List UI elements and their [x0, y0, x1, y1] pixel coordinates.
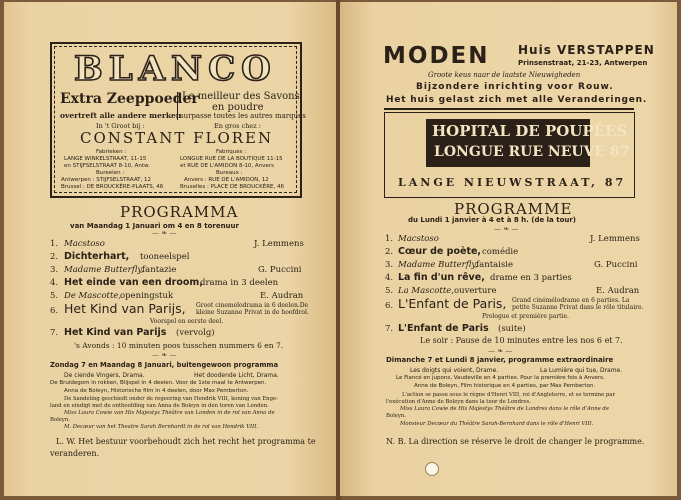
- special-4: De handeling geschiedt onder de regeering van Hendrik VIII, koning van Enge-: [64, 396, 278, 402]
- fr-special-3: Anne de Boleyn, Film historique en 4 parties, par Max Pemberton.: [414, 383, 596, 389]
- blanco-tagline-right-1: Le meilleur des Savons: [182, 91, 300, 102]
- blanco-brand: BLANCO: [74, 49, 277, 89]
- fr-note: Le soir : Pause de 10 minutes entre les nos 6 et 7.: [420, 336, 623, 345]
- punch-hole: [425, 462, 439, 476]
- special-5: land en eindigt met de onthoofding van Anna de Boleyn in den toren van Londen.: [50, 403, 269, 409]
- moden-huis: Huis VERSTAPPEN: [518, 43, 655, 57]
- programme-subtitle: du Lundi 1 janvier à 4 et à 8 h. (de la tour): [408, 216, 577, 224]
- prog-item-6-extra3: Voorspel en eerste deel.: [150, 318, 224, 325]
- prog-item-3-right: G. Puccini: [258, 265, 302, 275]
- blanco-fab-right-h: Fabriques :: [216, 149, 247, 155]
- ornament-divider-4-icon: — ❧ —: [488, 347, 513, 355]
- fr-item-3-n: 3.: [385, 260, 394, 270]
- fr-item-1-n: 1.: [385, 234, 394, 244]
- special-1b: Het doodende Licht, Drama.: [194, 372, 279, 379]
- moden-address: Prinsenstraat, 21-23, Antwerpen: [518, 59, 648, 67]
- blanco-tagline-left: Extra Zeeppoeder: [60, 91, 199, 107]
- ornament-divider-icon: — ❧ —: [152, 229, 177, 237]
- fr-item-2-title: Cœur de poète,: [398, 246, 482, 257]
- ornament-divider-2-icon: — ❧ —: [152, 351, 177, 359]
- special-2: De Bruidegom in rokken, Blijspel in 4 deelen. Voor de 1ste maal te Antwerpen.: [50, 380, 267, 386]
- fr-item-4-extra: drame en 3 parties: [490, 273, 572, 283]
- prog-item-5-extra: openingstuk: [120, 291, 174, 301]
- programma-subtitle: van Maandag 1 Januari om 4 en 8 torenuur: [70, 222, 239, 230]
- moden-line1: Groote keus naar de laatste Nieuwigheden: [428, 71, 581, 79]
- fr-special-4: L'action se passe sous le règne d'Henri VIII, roi d'Angleterre, et se termine par: [402, 392, 615, 398]
- blanco-tagline-right-2: en poudre: [212, 102, 264, 113]
- fr-item-4-n: 4.: [385, 273, 394, 283]
- prog-item-1-title: Macstoso: [64, 239, 105, 249]
- fr-item-7-title: L'Enfant de Paris: [398, 323, 489, 334]
- prog-note: 's Avonds : 10 minuten poos tusschen nummers 6 en 7.: [74, 341, 284, 350]
- prog-item-5-n: 5.: [50, 291, 59, 301]
- special-title: Zondag 7 en Maandag 8 Januari, buitengewoon programma: [50, 361, 279, 369]
- fr-item-1-right: J. Lemmens: [590, 234, 640, 244]
- prog-item-5-right: E. Audran: [260, 291, 304, 301]
- blanco-company: CONSTANT FLOREN: [80, 129, 274, 147]
- special-7: Boleyn.: [50, 417, 70, 423]
- prog-item-3-n: 3.: [50, 265, 59, 275]
- ornament-divider-3-icon: — ❧ —: [494, 225, 519, 233]
- moden-title: MODEN: [383, 43, 490, 69]
- prog-item-2-title: Dichterhart,: [64, 251, 130, 262]
- special-3: Anna de Boleyn, Historische film in 4 deelen, door Max Pemberton.: [64, 388, 249, 394]
- prog-item-6-n: 6.: [50, 306, 59, 316]
- prog-item-5-title: De Mascotte,: [64, 291, 122, 301]
- fr-item-6-title: L'Enfant de Paris,: [398, 296, 507, 311]
- fr-item-4-title: La fin d'un rêve,: [398, 272, 485, 283]
- blanco-line-left: overtreft alle andere merken: [60, 111, 182, 120]
- blanco-bur-right-1: Anvers : RUE DE L'AMIDON, 12: [184, 177, 269, 183]
- fr-item-5-n: 5.: [385, 286, 394, 296]
- prog-item-4-extra: drama in 3 deelen: [200, 278, 279, 288]
- hopital-line2: LONGUE RUE NEUVE 87: [434, 144, 630, 160]
- fr-special-1a: Les doigts qui voient, Drame.: [410, 367, 499, 374]
- prog-item-1-right: J. Lemmens: [254, 239, 304, 249]
- moden-underline: [384, 108, 634, 110]
- fr-item-2-n: 2.: [385, 247, 394, 257]
- blanco-fab-left-1: LANGE WINKELSTRAAT, 11-15: [64, 156, 147, 162]
- fr-item-5-extra: ouverture: [454, 286, 497, 296]
- fr-special-2: Le Fiancé en jupons, Vaudeville en 4 parties. Pour la première fois à Anvers.: [396, 375, 605, 381]
- fr-item-6-extra3: Prologue et première partie.: [482, 313, 569, 320]
- prog-item-7-n: 7.: [50, 328, 59, 338]
- prog-item-7-extra: (vervolg): [176, 328, 215, 338]
- fr-item-6-extra2: petite Suzanne Privat dans le rôle titulaire.: [512, 304, 644, 311]
- fr-item-2-extra: comédie: [482, 247, 519, 257]
- fr-special-5: l'exécution d'Anne de Boleyn dans la tour de Londres.: [386, 399, 532, 405]
- fr-item-3-title: Madame Butterfly,: [398, 260, 478, 270]
- blanco-fab-left-h: Fabrieken :: [96, 149, 127, 155]
- fr-item-7-extra: (suite): [498, 324, 526, 334]
- blanco-bur-left-1: Antwerpen : STIJFSELSTRAAT, 12: [61, 177, 152, 183]
- fr-item-3-right: G. Puccini: [594, 260, 638, 270]
- hopital-line1: HOPITAL DE POUPÉES: [432, 122, 628, 140]
- fr-special-title: Dimanche 7 et Lundi 8 janvier, programme extraordinaire: [386, 356, 614, 364]
- hopital-street: LANGE NIEUWSTRAAT, 87: [398, 176, 627, 189]
- fr-item-7-n: 7.: [385, 324, 394, 334]
- special-8: M. Decœur van het Theatre Sarah Bernhardt in de rol van Hendrik VIII.: [64, 424, 258, 430]
- prog-item-4-title: Het einde van een droom,: [64, 277, 203, 288]
- prog-item-3-title: Madame Butterfly,: [64, 265, 144, 275]
- blanco-bur-right-h: Bureaux :: [216, 170, 243, 176]
- fr-special-7: Boleyn.: [386, 413, 406, 419]
- special-1a: De ciende Vingers, Drama.: [64, 372, 145, 379]
- prog-item-6-title: Het Kind van Parijs,: [64, 301, 186, 316]
- blanco-line-right: surpasse toutes les autres marques: [180, 112, 306, 120]
- fr-item-1-title: Macstoso: [398, 234, 439, 244]
- prog-item-2-n: 2.: [50, 252, 59, 262]
- blanco-wholesale-right: En gros chez :: [214, 122, 261, 130]
- programme-title: PROGRAMME: [454, 200, 573, 218]
- fr-item-5-title: La Mascotte,: [398, 286, 454, 296]
- fr-special-8: Monsieur Decœur du Théâtre Sarah-Bernhard dans le rôle d'Henri VIII.: [400, 421, 594, 427]
- right-page: [340, 2, 677, 496]
- fr-item-6-extra: Grand cinémélodrame en 6 parties. La: [512, 297, 630, 304]
- moden-line3: Het huis gelast zich met alle Veranderingen.: [386, 95, 648, 105]
- prog-item-4-n: 4.: [50, 278, 59, 288]
- blanco-fab-right-2: et RUE DE L'AMIDON 8-10, Anvers: [180, 163, 274, 169]
- blanco-fab-right-1: LONGUE RUE DE LA BOUTIQUE 11-15: [180, 156, 283, 162]
- fr-footer-line-1: N. B. La direction se réserve le droit de changer le programme.: [386, 437, 645, 446]
- prog-item-2-extra: tooneelspel: [140, 252, 190, 262]
- special-6: Miss Laura Cowie van His Majestys Théâtre van Londen in de rol van Anna de: [64, 410, 275, 416]
- blanco-fab-left-2: en STIJFSELSTRAAT 8-10, Antw.: [64, 163, 150, 169]
- fr-item-5-right: E. Audran: [596, 286, 640, 296]
- blanco-bur-left-2: Brussel : DE BROUCKÈRE-PLAATS, 46: [61, 184, 164, 190]
- fr-special-1b: La Lumière qui tue, Drame.: [540, 367, 623, 374]
- blanco-wholesale-left: In 't Groot bij :: [96, 122, 145, 130]
- programma-title: PROGRAMMA: [120, 203, 239, 221]
- left-page: [4, 2, 337, 496]
- prog-item-1-n: 1.: [50, 239, 59, 249]
- fr-item-6-n: 6.: [385, 301, 394, 311]
- prog-item-3-extra: fantazie: [142, 265, 177, 275]
- footer-line-2: veranderen.: [50, 449, 100, 458]
- prog-item-7-title: Het Kind van Parijs: [64, 327, 167, 338]
- prog-item-6-extra2: kleine Suzanne Privat in de hoofdrol.: [196, 309, 309, 316]
- fr-item-3-extra: fantaisie: [476, 260, 514, 270]
- moden-line2: Bijzondere inrichting voor Rouw.: [416, 82, 614, 92]
- blanco-bur-left-h: Bureelen :: [96, 170, 125, 176]
- fr-special-6: Miss Laura Cowie de His Majestys Théâtre de Londres dans le rôle d'Anne de: [400, 406, 609, 412]
- blanco-bur-right-2: Bruxelles : PLACE DE BROUCKÈRE, 46: [180, 184, 285, 190]
- prog-item-6-extra: Groot cinemelodrama in 6 deelen.De: [196, 302, 309, 309]
- footer-line-1: L. W. Het bestuur voorbehoudt zich het recht het programma te: [56, 437, 316, 446]
